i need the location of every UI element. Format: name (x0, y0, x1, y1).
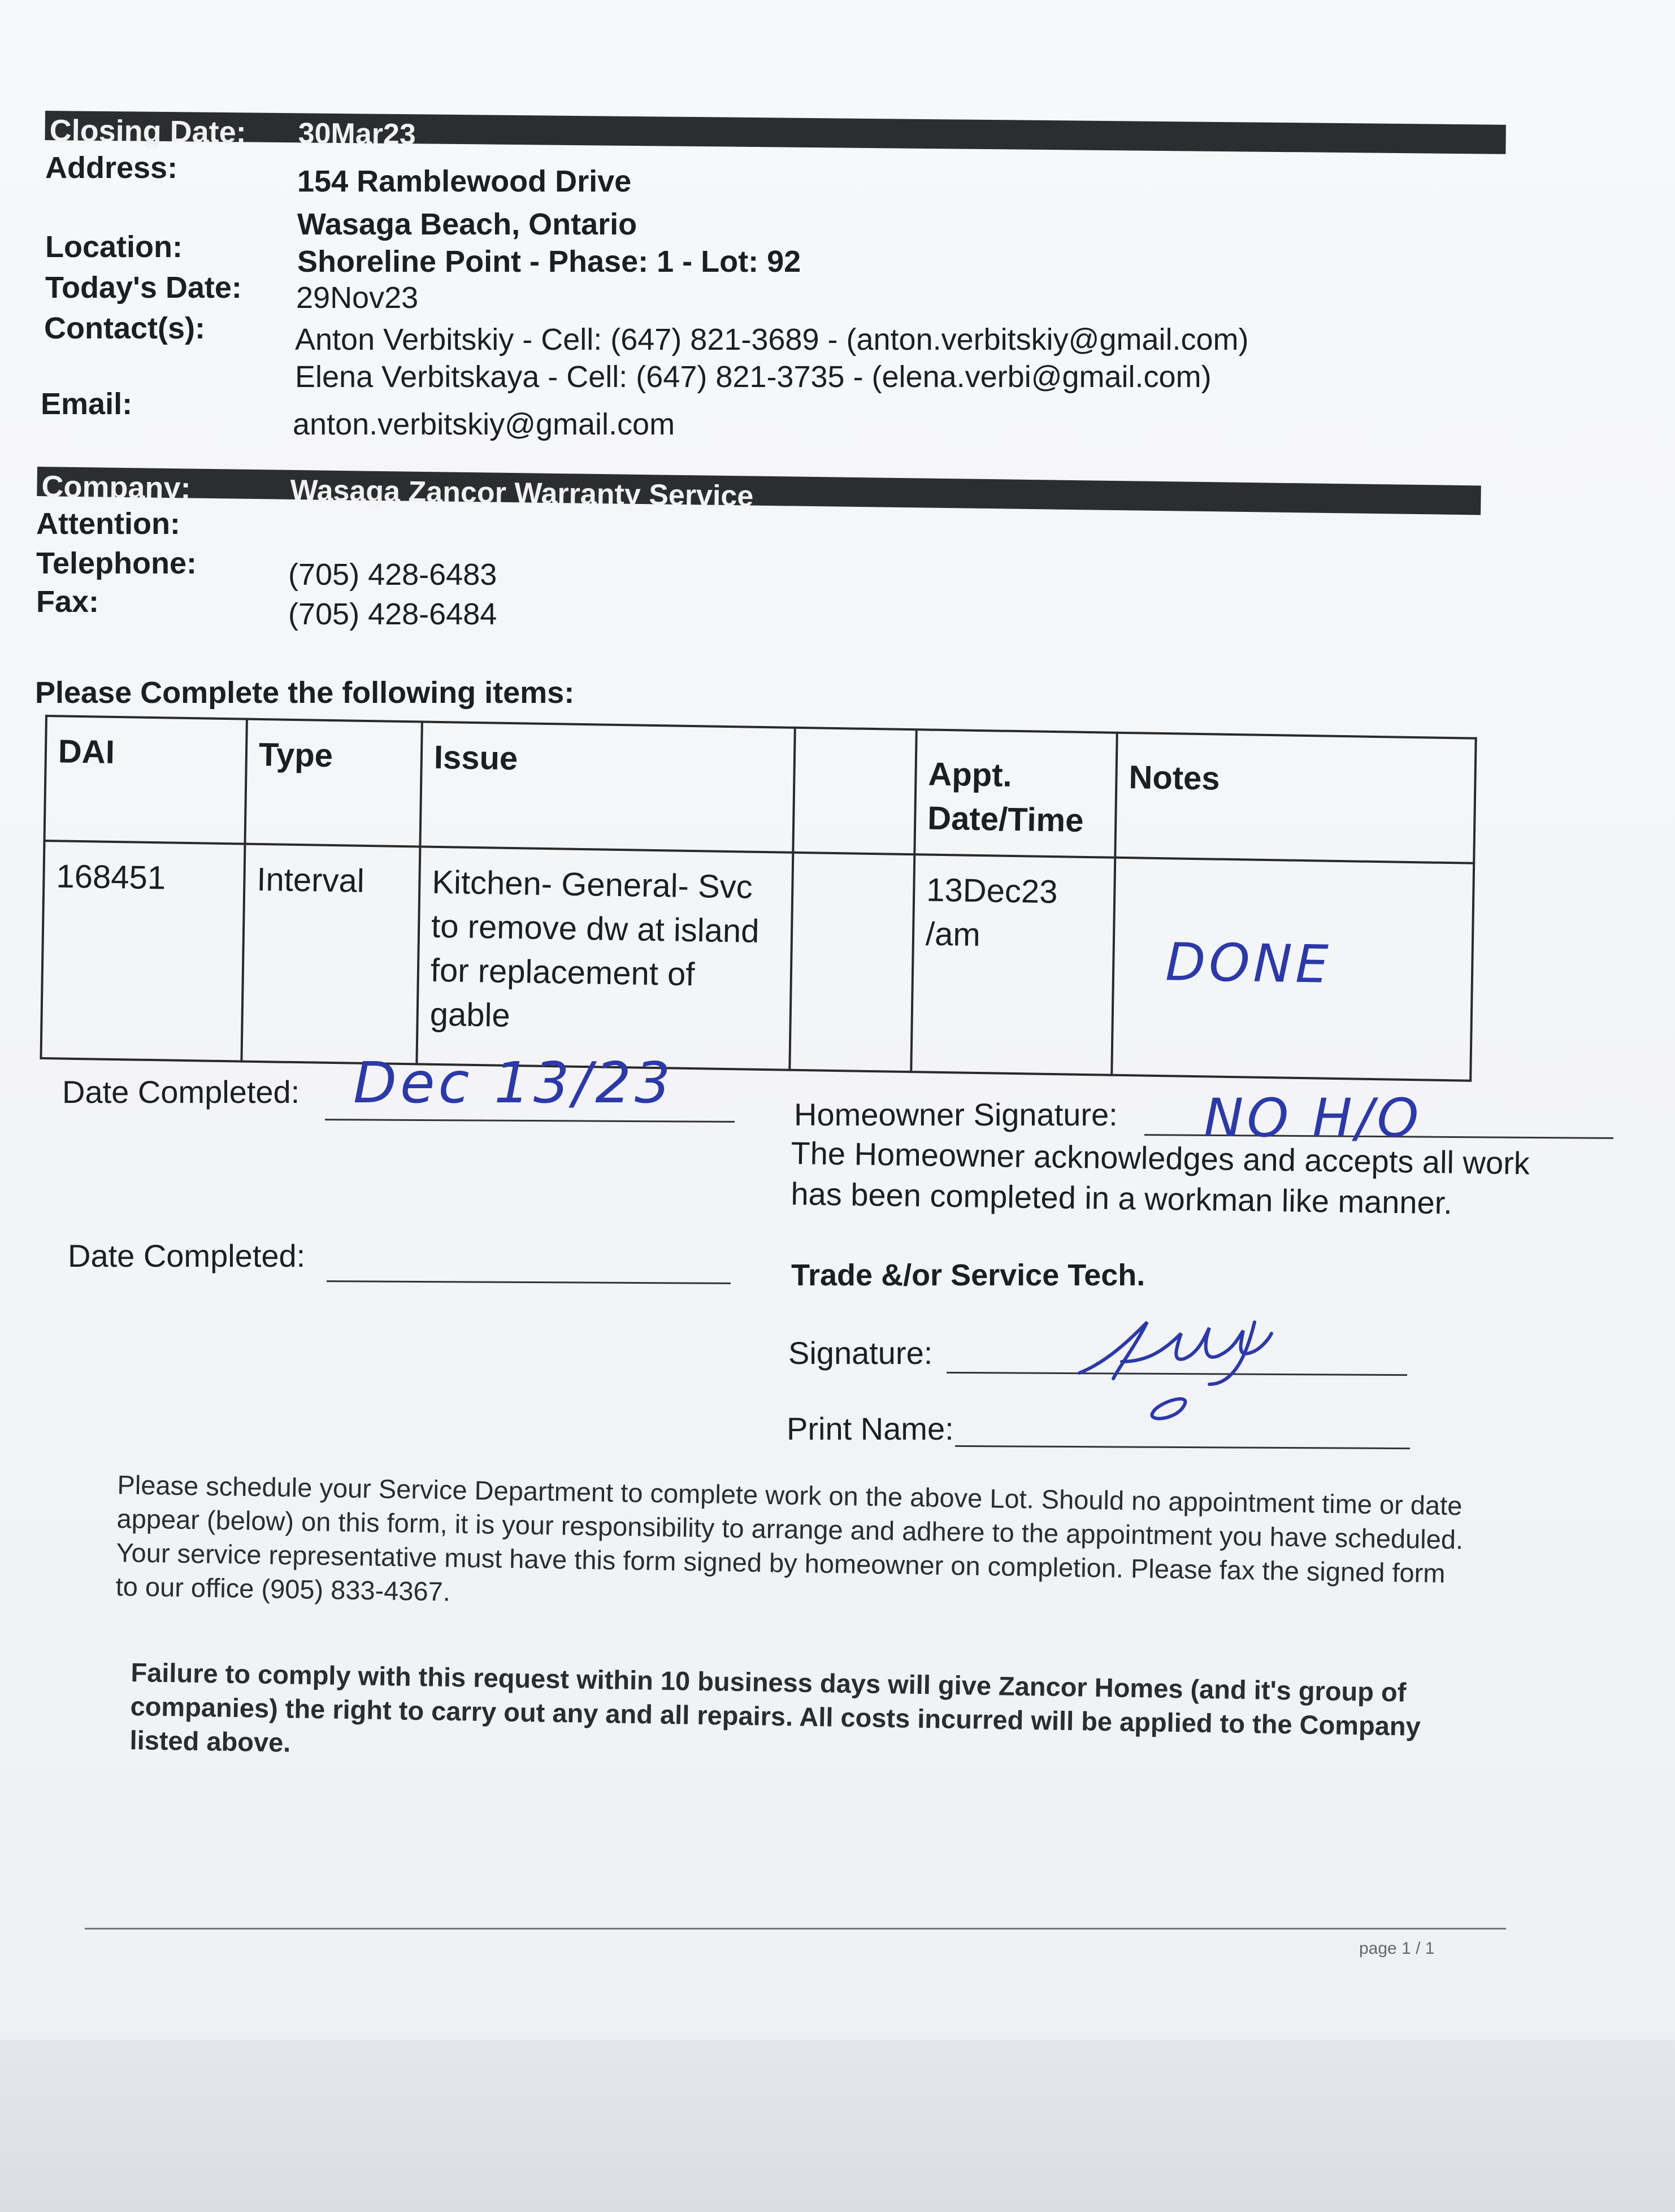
dai-cell: 168451 (41, 841, 245, 1062)
items-table (40, 715, 1477, 1082)
location-label: Location: (45, 230, 183, 264)
closing-date-label: Closing Date: (49, 114, 246, 150)
email-value: anton.verbitskiy@gmail.com (293, 407, 675, 441)
location-value: Shoreline Point - Phase: 1 - Lot: 92 (297, 245, 801, 279)
date-completed-label-2: Date Completed: (68, 1238, 306, 1274)
background-surface (0, 2040, 1675, 2212)
print-name-label: Print Name: (787, 1411, 954, 1446)
telephone-value: (705) 428-6483 (288, 558, 497, 592)
contacts-label: Contact(s): (44, 311, 205, 345)
address-line-2: Wasaga Beach, Ontario (297, 207, 637, 241)
table-header-row (45, 716, 1476, 863)
address-line-1: 154 Ramblewood Drive (297, 164, 632, 198)
date-completed-label-1: Date Completed: (62, 1074, 300, 1110)
tech-signature-scribble (1068, 1300, 1283, 1429)
type-cell: Interval (241, 844, 420, 1064)
acknowledgement-line-1: The Homeowner acknowledges and accepts all work (791, 1135, 1530, 1181)
trade-tech-label: Trade &/or Service Tech. (791, 1258, 1145, 1292)
contact-line-2: Elena Verbitskaya - Cell: (647) 821-3735 - (elena.verbi@gmail.com) (295, 360, 1212, 394)
issue-cell: Kitchen- General- Svc to remove dw at island for replacement of gable (416, 846, 793, 1070)
notes-cell (1112, 857, 1474, 1080)
contact-line-1: Anton Verbitskiy - Cell: (647) 821-3689 - (anton.verbitskiy@gmail.com) (295, 323, 1249, 357)
appt-header-text: Appt. Date/Time (927, 755, 1084, 840)
attention-label: Attention: (36, 507, 180, 541)
column-header: Type (245, 719, 422, 846)
today-date-label: Today's Date: (45, 271, 242, 305)
fax-label: Fax: (36, 585, 99, 619)
telephone-label: Telephone: (36, 546, 197, 580)
column-header: Notes (1115, 733, 1476, 863)
page-number: page 1 / 1 (1359, 1939, 1435, 1958)
footer-rule (85, 1928, 1506, 1929)
homeowner-signature-label: Homeowner Signature: (794, 1097, 1118, 1132)
homeowner-signature-handwriting: NO H/O (1204, 1088, 1422, 1149)
today-date-value: 29Nov23 (296, 281, 419, 315)
email-label: Email: (41, 387, 133, 421)
date-completed-handwriting: Dec 13/23 (353, 1050, 674, 1116)
column-header: Issue (420, 722, 795, 852)
company-label: Company: (41, 470, 191, 506)
items-heading: Please Complete the following items: (35, 676, 575, 710)
blank-cell (789, 852, 914, 1072)
acknowledgement-line-2: has been completed in a workman like manner. (791, 1176, 1453, 1221)
company-value: Wasaga Zancor Warranty Service (290, 473, 754, 513)
column-header (914, 729, 1117, 857)
notice-paragraph-1: Please schedule your Service Department to complete work on the above Lot. Should no appointment time or date appear (below) on this form, it is your responsibility to arrange and adhere to the appointment you have scheduled. Your service representative must have this form signed by homeowner on completion. Please fax the signed form to our office (905) 833-4367. (115, 1469, 1464, 1607)
closing-date-value: 30Mar23 (298, 117, 416, 151)
appt-cell: 13Dec23 /am (911, 854, 1115, 1075)
column-header (793, 728, 916, 854)
table-row (41, 841, 1474, 1081)
signature-label: Signature: (788, 1335, 933, 1371)
column-header: DAI (45, 716, 247, 844)
fax-value: (705) 428-6484 (288, 597, 497, 631)
notice-paragraph-2: Failure to comply with this request within 10 business days will give Zancor Homes (and it's group of companies) the right to carry out any and all repairs. All costs incurred will be applied to the Company listed above. (129, 1657, 1421, 1758)
notes-handwriting: DONE (1165, 931, 1333, 995)
address-label: Address: (45, 151, 178, 185)
